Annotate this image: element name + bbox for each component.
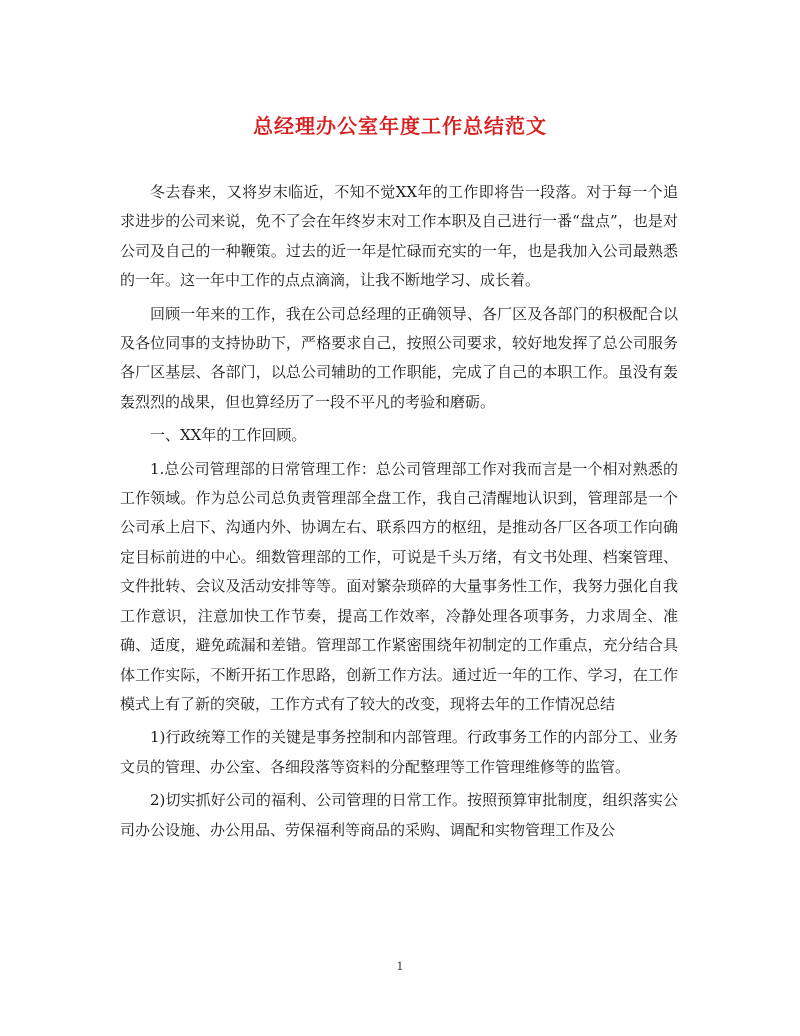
paragraph-intro: 冬去春来，又将岁末临近，不知不觉XX年的工作即将告一段落。对于每一个追求进步的公司来说，免不了会在年终岁末对工作本职及自己进行一番“盘点”，也是对公司及自己的一种鞭策。过去的近一年是忙碌而充实的一年，也是我加入公司最熟悉的一年。这一年中工作的点点滴滴，让我不断地学习、成长着。 <box>120 183 678 290</box>
page-number: 1 <box>396 960 404 973</box>
paragraph-management-work: 1.总公司管理部的日常管理工作：总公司管理部工作对我而言是一个相对熟悉的工作领域。作为总公司总负责管理部全盘工作，我自己清醒地认识到，管理部是一个公司承上启下、沟通内外、协调左右、联系四方的枢纽，是推动各厂区各项工作向确定目标前进的中心。细数管理部的工作，可说是千头万绪，有文书处理、档案管理、文件批转、会议及活动安排等等。面对繁杂琐碎的大量事务性工作，我努力强化自我工作意识，注意加快工作节奏，提高工作效率，冷静处理各项事务，力求周全、准确、适度，避免疏漏和差错。管理部工作紧密围绕年初制定的工作重点，充分结合具体工作实际，不断开拓工作思路，创新工作方法。通过近一年的工作、学习，在工作模式上有了新的突破，工作方式有了较大的改变，现将去年的工作情况总结 <box>120 459 678 713</box>
paragraph-item-1: 1)行政统筹工作的关键是事务控制和内部管理。行政事务工作的内部分工、业务文员的管理、办公室、各细段落等资料的分配整理等工作管理维修等的监管。 <box>120 728 678 776</box>
paragraph-item-2: 2)切实抓好公司的福利、公司管理的日常工作。按照预算审批制度，组织落实公司办公设施、办公用品、劳保福利等商品的采购、调配和实物管理工作及公 <box>120 791 678 839</box>
paragraph-review: 回顾一年来的工作，我在公司总经理的正确领导、各厂区及各部门的积极配合以及各位同事的支持协助下，严格要求自己，按照公司要求，较好地发挥了总公司服务各厂区基层、各部门，以总公司辅助的工作职能，完成了自己的本职工作。虽没有轰轰烈烈的战果，但也算经历了一段不平凡的考验和磨砺。 <box>120 304 678 411</box>
document-title: 总经理办公室年度工作总结范文 <box>253 114 547 138</box>
document-body <box>120 178 678 849</box>
section-heading-review: 一、XX年的工作回顾。 <box>150 426 307 445</box>
